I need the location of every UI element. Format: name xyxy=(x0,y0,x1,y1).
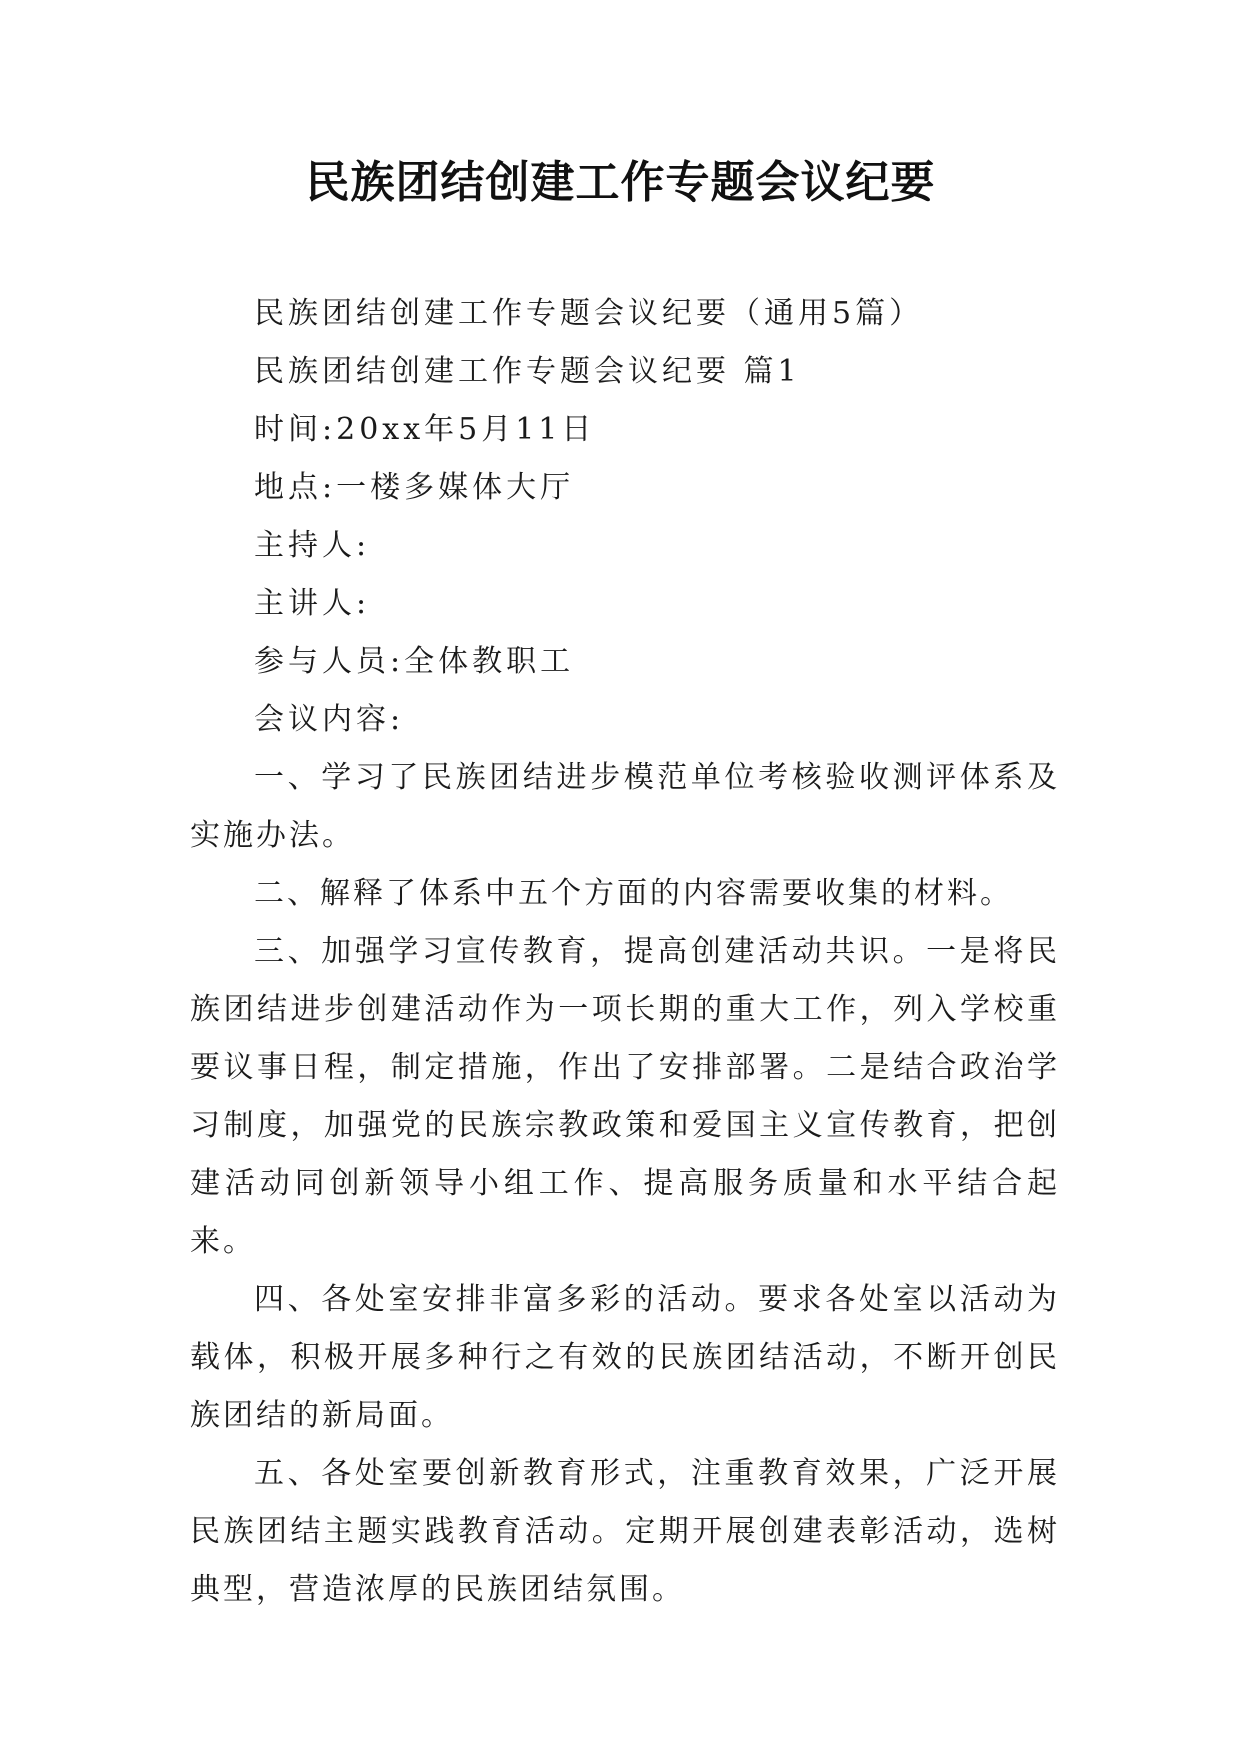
paragraph-participants: 参与人员:全体教职工 xyxy=(254,644,575,679)
paragraph-item-2: 二、解释了体系中五个方面的内容需要收集的材料。 xyxy=(254,876,1013,911)
paragraph-speaker: 主讲人: xyxy=(254,586,371,621)
document-body xyxy=(190,285,1060,1619)
paragraph-chapter-heading: 民族团结创建工作专题会议纪要 篇1 xyxy=(254,354,801,389)
paragraph-item-1: 一、学习了民族团结进步模范单位考核验收测评体系及实施办法。 xyxy=(190,760,1060,853)
document-title: 民族团结创建工作专题会议纪要 xyxy=(305,157,936,208)
paragraph-item-5: 五、各处室要创新教育形式，注重教育效果，广泛开展民族团结主题实践教育活动。定期开展创建表彰活动，选树典型，营造浓厚的民族团结氛围。 xyxy=(190,1456,1060,1607)
paragraph-subtitle: 民族团结创建工作专题会议纪要（通用5篇） xyxy=(254,296,924,331)
paragraph-host: 主持人: xyxy=(254,528,371,563)
paragraph-item-4: 四、各处室安排非富多彩的活动。要求各处室以活动为载体，积极开展多种行之有效的民族团结活动，不断开创民族团结的新局面。 xyxy=(190,1282,1060,1433)
paragraph-content-label: 会议内容: xyxy=(254,702,405,737)
paragraph-time: 时间:20xx年5月11日 xyxy=(254,412,596,447)
paragraph-item-3: 三、加强学习宣传教育，提高创建活动共识。一是将民族团结进步创建活动作为一项长期的重大工作，列入学校重要议事日程，制定措施，作出了安排部署。二是结合政治学习制度，加强党的民族宗教政策和爱国主义宣传教育，把创建活动同创新领导小组工作、提高服务质量和水平结合起来。 xyxy=(190,934,1060,1259)
paragraph-location: 地点:一楼多媒体大厅 xyxy=(254,470,575,505)
